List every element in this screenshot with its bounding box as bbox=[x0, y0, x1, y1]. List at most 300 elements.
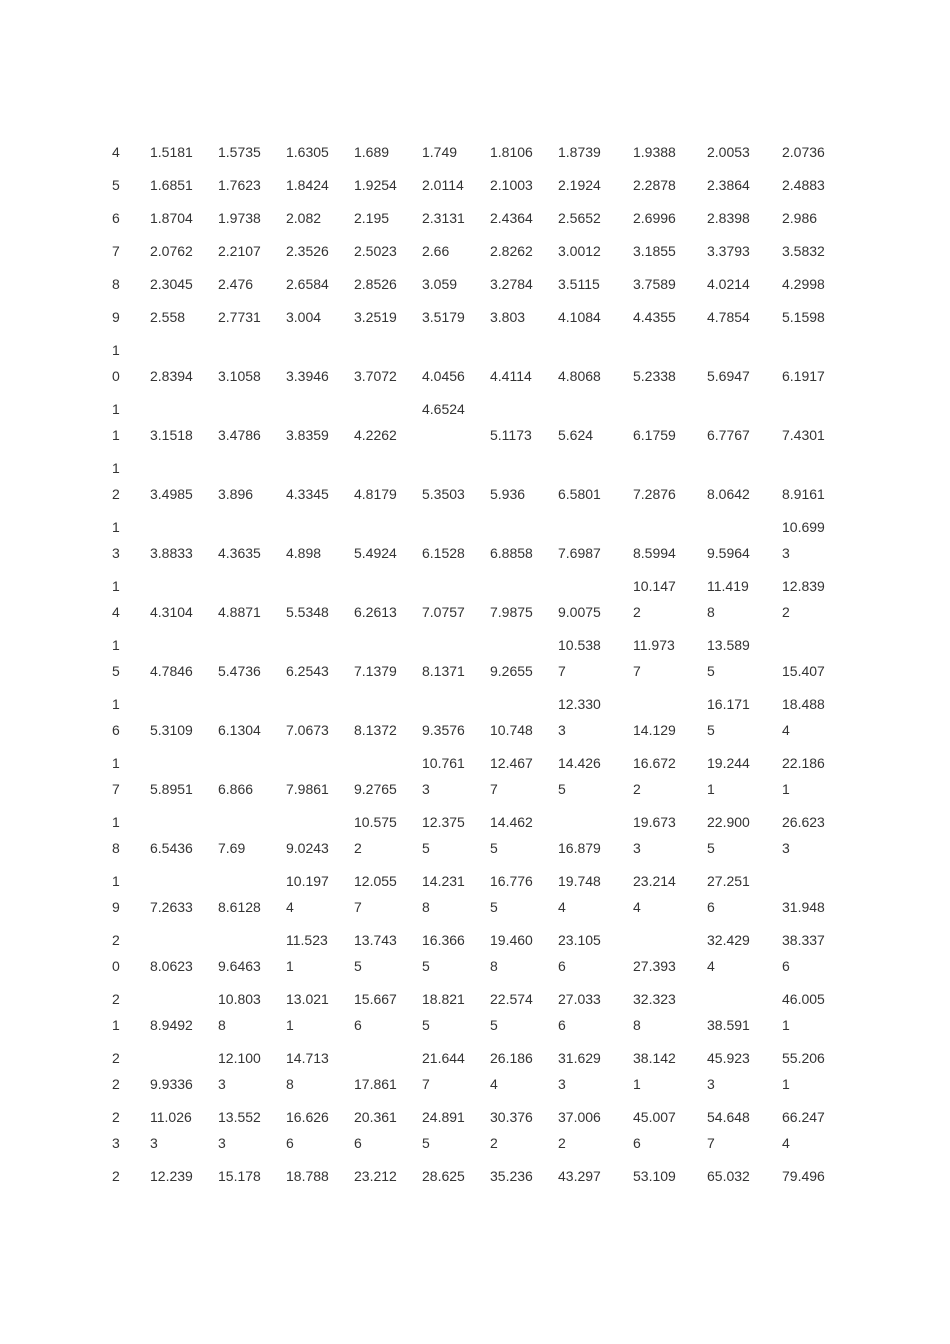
cell-text-line: 2.5652 bbox=[558, 210, 601, 226]
cell-text-line: 38.142 bbox=[633, 1050, 676, 1066]
table-cell bbox=[150, 692, 193, 744]
table-cell bbox=[218, 1046, 261, 1098]
table-cell bbox=[218, 574, 261, 626]
cell-text-line: 3.0012 bbox=[558, 243, 601, 259]
table-cell bbox=[490, 338, 532, 390]
cell-text-line: 4.0456 bbox=[422, 368, 465, 384]
cell-text-line: 5.3109 bbox=[150, 722, 193, 738]
cell-text-line: 4 bbox=[782, 722, 790, 738]
table-cell bbox=[707, 206, 750, 232]
table-cell bbox=[633, 397, 676, 449]
cell-text-line: 16.171 bbox=[707, 696, 750, 712]
table-cell bbox=[558, 397, 593, 449]
cell-text-line: 7.0757 bbox=[422, 604, 465, 620]
table-cell bbox=[707, 1164, 750, 1190]
cell-text-line: 1 bbox=[112, 873, 120, 889]
cell-text-line: 19.460 bbox=[490, 932, 533, 948]
cell-text-line bbox=[707, 338, 750, 363]
cell-text-line: 11.026 bbox=[150, 1109, 192, 1125]
table-cell bbox=[707, 810, 750, 862]
cell-text-line: 3.5832 bbox=[782, 243, 825, 259]
table-cell bbox=[558, 928, 601, 980]
cell-text-line: 4.2998 bbox=[782, 276, 825, 292]
table-cell bbox=[633, 633, 675, 685]
table-cell bbox=[558, 456, 601, 508]
cell-text-line bbox=[286, 810, 329, 835]
cell-text-line: 1 bbox=[112, 519, 120, 535]
row-index-cell bbox=[112, 206, 120, 232]
cell-text-line: 1.9388 bbox=[633, 144, 676, 160]
cell-text-line: 79.496 bbox=[782, 1168, 825, 1184]
table-cell bbox=[633, 1164, 676, 1190]
cell-text-line: 18.821 bbox=[422, 991, 465, 1007]
cell-text-line: 21.644 bbox=[422, 1050, 465, 1066]
cell-text-line: 22.186 bbox=[782, 755, 825, 771]
cell-text-line: 3 bbox=[558, 1076, 566, 1092]
cell-text-line: 35.236 bbox=[490, 1168, 533, 1184]
cell-text-line: 10.147 bbox=[633, 578, 676, 594]
cell-text-line bbox=[286, 397, 329, 422]
cell-text-line: 8 bbox=[286, 1076, 294, 1092]
cell-text-line: 1.5735 bbox=[218, 144, 261, 160]
cell-text-line: 4 bbox=[707, 958, 715, 974]
cell-text-line bbox=[286, 633, 329, 658]
table-cell bbox=[490, 456, 525, 508]
table-cell bbox=[286, 305, 321, 331]
table-cell bbox=[633, 338, 676, 390]
table-cell bbox=[633, 692, 676, 744]
table-cell bbox=[633, 239, 676, 265]
cell-text-line: 3.803 bbox=[490, 309, 526, 325]
table-cell bbox=[218, 305, 261, 331]
cell-text-line: 12.055 bbox=[354, 873, 397, 889]
table-cell bbox=[633, 751, 676, 803]
table-cell bbox=[707, 515, 750, 567]
cell-text-line: 4.8068 bbox=[558, 368, 601, 384]
table-row bbox=[0, 1046, 950, 1098]
cell-text-line: 5 bbox=[422, 1017, 430, 1033]
cell-text-line: 3.5115 bbox=[558, 276, 600, 292]
table-cell bbox=[150, 515, 193, 567]
table-cell bbox=[782, 173, 825, 199]
cell-text-line bbox=[633, 515, 676, 540]
cell-text-line: 7 bbox=[354, 899, 362, 915]
cell-text-line: 22.574 bbox=[490, 991, 533, 1007]
cell-text-line: 4 bbox=[286, 899, 294, 915]
table-cell bbox=[558, 692, 601, 744]
cell-text-line: 2.8526 bbox=[354, 276, 397, 292]
table-cell bbox=[354, 397, 397, 449]
cell-text-line bbox=[354, 456, 397, 481]
cell-text-line bbox=[490, 633, 533, 658]
table-cell bbox=[490, 515, 533, 567]
cell-text-line: 5.936 bbox=[490, 486, 526, 502]
cell-text-line: 15.407 bbox=[782, 663, 825, 679]
table-cell bbox=[150, 173, 193, 199]
cell-text-line: 3.1855 bbox=[633, 243, 676, 259]
cell-text-line: 1.8739 bbox=[558, 144, 601, 160]
cell-text-line: 5.8951 bbox=[150, 781, 193, 797]
row-index-cell bbox=[112, 1105, 120, 1157]
cell-text-line bbox=[354, 751, 397, 776]
table-cell bbox=[490, 1046, 533, 1098]
table-cell bbox=[558, 1105, 601, 1157]
cell-text-line: 7 bbox=[112, 781, 120, 797]
cell-text-line bbox=[354, 574, 397, 599]
table-cell bbox=[150, 140, 193, 166]
table-cell bbox=[490, 928, 533, 980]
table-cell bbox=[782, 206, 817, 232]
cell-text-line: 2 bbox=[490, 1135, 498, 1151]
cell-text-line: 2.3864 bbox=[707, 177, 750, 193]
cell-text-line: 37.006 bbox=[558, 1109, 601, 1125]
cell-text-line: 4.1084 bbox=[558, 309, 601, 325]
table-cell bbox=[707, 140, 750, 166]
table-cell bbox=[150, 1046, 193, 1098]
cell-text-line: 4.7846 bbox=[150, 663, 193, 679]
table-cell bbox=[218, 928, 261, 980]
cell-text-line: 9.9336 bbox=[150, 1076, 193, 1092]
cell-text-line: 4.8179 bbox=[354, 486, 397, 502]
cell-text-line bbox=[782, 397, 825, 422]
table-cell bbox=[150, 928, 193, 980]
cell-text-line: 2.476 bbox=[218, 276, 254, 292]
cell-text-line: 3 bbox=[422, 781, 430, 797]
cell-text-line: 14.462 bbox=[490, 814, 533, 830]
table-cell bbox=[218, 456, 253, 508]
table-cell bbox=[558, 574, 601, 626]
cell-text-line bbox=[354, 633, 397, 658]
cell-text-line: 10.197 bbox=[286, 873, 329, 889]
table-cell bbox=[422, 173, 464, 199]
table-cell bbox=[558, 869, 601, 921]
cell-text-line: 1.749 bbox=[422, 144, 458, 160]
cell-text-line: 1.6851 bbox=[150, 177, 193, 193]
table-cell bbox=[422, 751, 465, 803]
cell-text-line: 15.667 bbox=[354, 991, 397, 1007]
cell-text-line: 7 bbox=[558, 663, 566, 679]
cell-text-line: 1 bbox=[112, 696, 120, 712]
table-cell bbox=[286, 1164, 329, 1190]
cell-text-line: 3.7589 bbox=[633, 276, 676, 292]
table-cell bbox=[286, 633, 329, 685]
cell-text-line bbox=[218, 397, 261, 422]
cell-text-line: 2.1924 bbox=[558, 177, 601, 193]
table-cell bbox=[490, 173, 533, 199]
cell-text-line: 1.7623 bbox=[218, 177, 261, 193]
table-cell bbox=[707, 1105, 750, 1157]
table-row bbox=[0, 140, 950, 166]
cell-text-line: 5 bbox=[490, 899, 498, 915]
table-cell bbox=[782, 515, 825, 567]
table-cell bbox=[558, 338, 601, 390]
table-cell bbox=[354, 239, 397, 265]
table-cell bbox=[782, 810, 825, 862]
table-cell bbox=[782, 338, 825, 390]
cell-text-line: 31.629 bbox=[558, 1050, 601, 1066]
cell-text-line: 53.109 bbox=[633, 1168, 676, 1184]
cell-text-line: 17.861 bbox=[354, 1076, 397, 1092]
table-cell bbox=[354, 810, 397, 862]
cell-text-line: 1.8106 bbox=[490, 144, 533, 160]
cell-text-line: 26.623 bbox=[782, 814, 825, 830]
cell-text-line: 18.788 bbox=[286, 1168, 329, 1184]
cell-text-line: 16.366 bbox=[422, 932, 465, 948]
table-cell bbox=[218, 397, 261, 449]
cell-text-line: 8 bbox=[707, 604, 715, 620]
cell-text-line: 1.9738 bbox=[218, 210, 261, 226]
table-cell bbox=[633, 1105, 676, 1157]
cell-text-line: 10.575 bbox=[354, 814, 397, 830]
cell-text-line: 6.5436 bbox=[150, 840, 193, 856]
table-cell bbox=[490, 206, 533, 232]
cell-text-line bbox=[150, 928, 193, 953]
table-cell bbox=[286, 140, 329, 166]
cell-text-line: 16.626 bbox=[286, 1109, 329, 1125]
cell-text-line bbox=[782, 456, 825, 481]
cell-text-line bbox=[218, 633, 261, 658]
cell-text-line: 14.426 bbox=[558, 755, 601, 771]
cell-text-line: 5.1173 bbox=[490, 427, 532, 443]
cell-text-line: 2.6584 bbox=[286, 276, 329, 292]
table-cell bbox=[354, 173, 397, 199]
cell-text-line: 3.5179 bbox=[422, 309, 465, 325]
cell-text-line bbox=[782, 869, 825, 894]
table-cell bbox=[150, 397, 193, 449]
table-cell bbox=[422, 692, 465, 744]
cell-text-line: 3.4985 bbox=[150, 486, 193, 502]
cell-text-line bbox=[354, 692, 397, 717]
cell-text-line bbox=[150, 869, 193, 894]
cell-text-line: 54.648 bbox=[707, 1109, 750, 1125]
cell-text-line bbox=[286, 515, 321, 540]
table-cell bbox=[633, 305, 676, 331]
cell-text-line: 9 bbox=[112, 309, 120, 325]
cell-text-line bbox=[558, 456, 601, 481]
table-cell bbox=[286, 574, 329, 626]
cell-text-line bbox=[150, 397, 193, 422]
cell-text-line: 32.429 bbox=[707, 932, 750, 948]
table-cell bbox=[354, 987, 397, 1039]
table-cell bbox=[633, 810, 676, 862]
cell-text-line: 2 bbox=[112, 1076, 120, 1092]
table-cell bbox=[218, 751, 253, 803]
table-cell bbox=[286, 515, 321, 567]
cell-text-line: 5.3503 bbox=[422, 486, 465, 502]
table-cell bbox=[490, 140, 533, 166]
table-cell bbox=[422, 574, 465, 626]
cell-text-line bbox=[422, 633, 465, 658]
table-cell bbox=[422, 305, 465, 331]
table-cell bbox=[558, 633, 601, 685]
row-index-cell bbox=[112, 692, 120, 744]
cell-text-line: 8 bbox=[422, 899, 430, 915]
table-cell bbox=[782, 1046, 825, 1098]
cell-text-line: 38.337 bbox=[782, 932, 825, 948]
cell-text-line: 2.5023 bbox=[354, 243, 397, 259]
cell-text-line bbox=[218, 515, 261, 540]
table-cell bbox=[558, 140, 601, 166]
cell-text-line: 1 bbox=[112, 342, 120, 358]
cell-text-line: 8.5994 bbox=[633, 545, 676, 561]
table-cell bbox=[286, 206, 321, 232]
table-cell bbox=[707, 239, 750, 265]
cell-text-line: 6 bbox=[112, 722, 120, 738]
cell-text-line: 2 bbox=[112, 1168, 120, 1184]
cell-text-line: 5 bbox=[707, 722, 715, 738]
cell-text-line: 2 bbox=[633, 781, 641, 797]
table-cell bbox=[490, 239, 533, 265]
cell-text-line: 30.376 bbox=[490, 1109, 533, 1125]
cell-text-line: 27.393 bbox=[633, 958, 676, 974]
table-cell bbox=[354, 1046, 397, 1098]
cell-text-line: 1.5181 bbox=[150, 144, 193, 160]
cell-text-line: 3 bbox=[112, 545, 120, 561]
table-cell bbox=[218, 239, 261, 265]
cell-text-line: 13.743 bbox=[354, 932, 397, 948]
table-cell bbox=[354, 456, 397, 508]
cell-text-line bbox=[150, 692, 193, 717]
cell-text-line: 1.8424 bbox=[286, 177, 329, 193]
table-cell bbox=[782, 1164, 825, 1190]
table-cell bbox=[707, 305, 750, 331]
cell-text-line: 10.803 bbox=[218, 991, 261, 1007]
table-cell bbox=[422, 338, 465, 390]
table-cell bbox=[558, 305, 601, 331]
cell-text-line bbox=[286, 574, 329, 599]
table-cell bbox=[150, 272, 193, 298]
cell-text-line bbox=[218, 869, 261, 894]
cell-text-line: 2.3131 bbox=[422, 210, 465, 226]
cell-text-line: 3 bbox=[218, 1076, 226, 1092]
table-cell bbox=[354, 515, 397, 567]
row-index-cell bbox=[112, 397, 120, 449]
table-row bbox=[0, 239, 950, 265]
table-row bbox=[0, 633, 950, 685]
table-cell bbox=[422, 239, 449, 265]
cell-text-line: 12.100 bbox=[218, 1050, 261, 1066]
cell-text-line: 6 bbox=[286, 1135, 294, 1151]
row-index-cell bbox=[112, 515, 120, 567]
table-cell bbox=[354, 305, 397, 331]
cell-text-line: 5 bbox=[112, 663, 120, 679]
table-cell bbox=[150, 239, 193, 265]
cell-text-line: 3.1518 bbox=[150, 427, 193, 443]
cell-text-line bbox=[150, 1046, 193, 1071]
cell-text-line: 13.552 bbox=[218, 1109, 261, 1125]
cell-text-line: 9.5964 bbox=[707, 545, 750, 561]
cell-text-line: 38.591 bbox=[707, 1017, 750, 1033]
cell-text-line bbox=[633, 928, 676, 953]
cell-text-line: 12.239 bbox=[150, 1168, 193, 1184]
table-row bbox=[0, 272, 950, 298]
cell-text-line: 2 bbox=[112, 1109, 120, 1125]
table-cell bbox=[633, 1046, 676, 1098]
cell-text-line: 6.2613 bbox=[354, 604, 397, 620]
table-cell bbox=[150, 810, 193, 862]
cell-text-line: 7.4301 bbox=[782, 427, 825, 443]
table-cell bbox=[782, 574, 825, 626]
table-cell bbox=[707, 751, 750, 803]
cell-text-line: 12.375 bbox=[422, 814, 465, 830]
table-cell bbox=[354, 338, 397, 390]
table-cell bbox=[782, 987, 825, 1039]
cell-text-line bbox=[354, 515, 397, 540]
cell-text-line: 3.3793 bbox=[707, 243, 750, 259]
cell-text-line: 27.033 bbox=[558, 991, 601, 1007]
table-cell bbox=[558, 173, 601, 199]
cell-text-line: 8 bbox=[633, 1017, 641, 1033]
cell-text-line: 14.713 bbox=[286, 1050, 329, 1066]
cell-text-line bbox=[707, 456, 750, 481]
cell-text-line: 43.297 bbox=[558, 1168, 601, 1184]
cell-text-line: 1 bbox=[782, 1076, 790, 1092]
cell-text-line bbox=[490, 456, 525, 481]
table-cell bbox=[782, 1105, 825, 1157]
cell-text-line bbox=[150, 456, 193, 481]
cell-text-line: 6.1917 bbox=[782, 368, 825, 384]
cell-text-line: 6 bbox=[558, 1017, 566, 1033]
table-cell bbox=[354, 272, 397, 298]
cell-text-line bbox=[490, 515, 533, 540]
cell-text-line bbox=[633, 456, 676, 481]
cell-text-line: 22.900 bbox=[707, 814, 750, 830]
cell-text-line: 4.898 bbox=[286, 545, 322, 561]
cell-text-line: 8.0623 bbox=[150, 958, 193, 974]
table-cell bbox=[782, 305, 825, 331]
table-cell bbox=[286, 239, 329, 265]
table-cell bbox=[490, 574, 533, 626]
row-index-cell bbox=[112, 928, 120, 980]
table-cell bbox=[558, 206, 601, 232]
cell-text-line: 14.129 bbox=[633, 722, 676, 738]
cell-text-line: 3.1058 bbox=[218, 368, 261, 384]
cell-text-line: 6.7767 bbox=[707, 427, 750, 443]
cell-text-line bbox=[150, 751, 193, 776]
table-cell bbox=[707, 272, 750, 298]
table-cell bbox=[782, 140, 825, 166]
table-row bbox=[0, 206, 950, 232]
cell-text-line: 10.761 bbox=[422, 755, 465, 771]
cell-text-line: 6.5801 bbox=[558, 486, 601, 502]
table-cell bbox=[422, 633, 465, 685]
cell-text-line bbox=[558, 810, 601, 835]
table-cell bbox=[633, 173, 676, 199]
table-cell bbox=[218, 1105, 261, 1157]
cell-text-line: 2 bbox=[112, 486, 120, 502]
table-cell bbox=[422, 397, 465, 423]
cell-text-line: 32.323 bbox=[633, 991, 676, 1007]
table-row bbox=[0, 305, 950, 331]
row-index-cell bbox=[112, 810, 120, 862]
table-cell bbox=[558, 987, 601, 1039]
cell-text-line: 2.986 bbox=[782, 210, 818, 226]
cell-text-line: 8.9161 bbox=[782, 486, 825, 502]
table-cell bbox=[490, 633, 533, 685]
table-cell bbox=[633, 869, 676, 921]
row-index-cell bbox=[112, 751, 120, 803]
table-cell bbox=[422, 1046, 465, 1098]
cell-text-line: 2 bbox=[112, 991, 120, 1007]
table-cell bbox=[150, 751, 193, 803]
table-cell bbox=[782, 272, 825, 298]
table-cell bbox=[354, 751, 397, 803]
table-cell bbox=[218, 206, 261, 232]
table-cell bbox=[707, 692, 750, 744]
table-cell bbox=[218, 1164, 261, 1190]
cell-text-line bbox=[490, 574, 533, 599]
table-row bbox=[0, 810, 950, 862]
